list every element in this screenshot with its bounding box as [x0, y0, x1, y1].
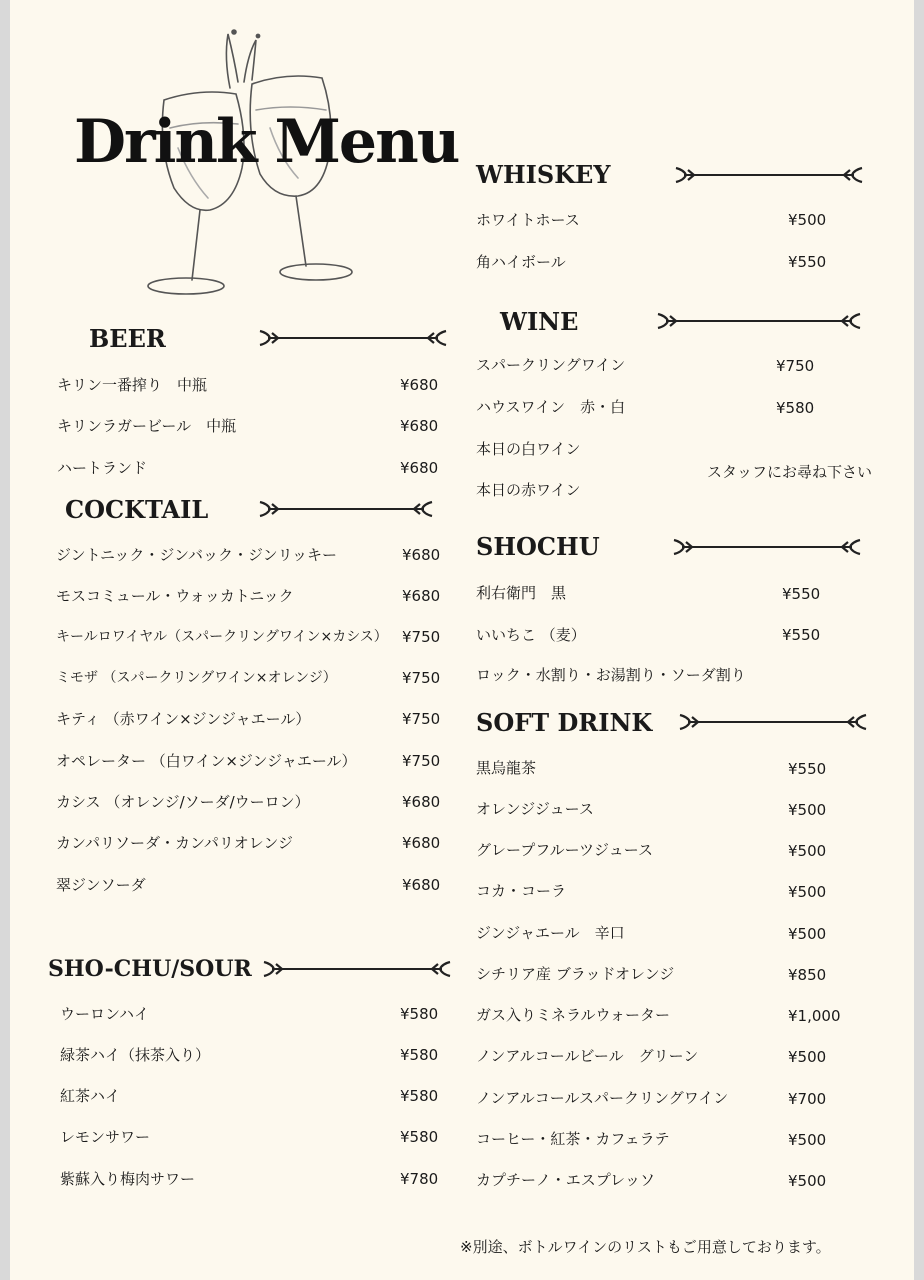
- beer-item-name: キリン一番搾り 中瓶: [57, 376, 208, 394]
- cocktail-item-price: ¥680: [402, 834, 441, 852]
- cocktail-item-name: カシス （オレンジ/ソーダ/ウーロン）: [56, 793, 310, 811]
- cocktail-item-name: カンパリソーダ・カンパリオレンジ: [56, 834, 294, 852]
- shochu-mix-note: ロック・水割り・お湯割り・ソーダ割り: [476, 666, 746, 684]
- sour-item-price: ¥580: [400, 1087, 439, 1105]
- menu-page: [10, 0, 914, 1280]
- divider-flourish-icon: [674, 164, 864, 186]
- soft-drink-item-price: ¥500: [788, 1131, 827, 1149]
- menu-title: Drink Menu: [74, 107, 459, 177]
- beer-item-price: ¥680: [400, 417, 439, 435]
- whiskey-item-price: ¥550: [788, 253, 827, 271]
- sour-item-price: ¥580: [400, 1128, 439, 1146]
- cocktail-heading: COCKTAIL: [65, 495, 209, 524]
- wine-item-price: ¥580: [776, 399, 815, 417]
- soft-drink-item-name: コカ・コーラ: [476, 882, 567, 900]
- cocktail-item-price: ¥680: [402, 587, 441, 605]
- cocktail-item-name: オペレーター （白ワイン×ジンジャエール）: [56, 752, 357, 770]
- cocktail-item-name: キールロワイヤル（スパークリングワイン×カシス）: [56, 629, 388, 645]
- beer-item-name: キリンラガービール 中瓶: [57, 417, 237, 435]
- shochu-item-name: 利右衛門 黒: [476, 584, 567, 602]
- divider-flourish-icon: [672, 536, 862, 558]
- wine-staff-note: スタッフにお尋ね下さい: [707, 463, 873, 481]
- shochu-heading: SHOCHU: [476, 532, 600, 561]
- wine-item-name: ハウスワイン 赤・白: [476, 398, 626, 416]
- wine-item-price: ¥750: [776, 357, 815, 375]
- sour-item-price: ¥780: [400, 1170, 439, 1188]
- cocktail-item-price: ¥750: [402, 752, 441, 770]
- soft-drink-item-name: コーヒー・紅茶・カフェラテ: [476, 1130, 670, 1148]
- sour-item-name: 緑茶ハイ（抹茶入り）: [60, 1046, 211, 1064]
- cocktail-item-price: ¥680: [402, 793, 441, 811]
- whiskey-item-price: ¥500: [788, 211, 827, 229]
- cocktail-item-price: ¥750: [402, 669, 441, 687]
- soft-drink-item-name: オレンジジュース: [476, 800, 594, 818]
- soft-drink-item-name: 黒烏龍茶: [476, 759, 537, 777]
- cocktail-item-price: ¥680: [402, 546, 441, 564]
- cocktail-item-name: 翠ジンソーダ: [56, 876, 146, 894]
- soft-drink-item-price: ¥500: [788, 1048, 827, 1066]
- wine-item-name: スパークリングワイン: [476, 356, 626, 374]
- cocktail-item-name: モスコミュール・ウォッカトニック: [56, 587, 294, 605]
- wine-heading: WINE: [500, 307, 579, 336]
- shochu-item-price: ¥550: [782, 626, 821, 644]
- divider-flourish-icon: [678, 711, 868, 733]
- beer-item-price: ¥680: [400, 376, 439, 394]
- soft-drink-item-price: ¥500: [788, 1172, 827, 1190]
- beer-item-name: ハートランド: [57, 459, 148, 477]
- cocktail-item-price: ¥680: [402, 876, 441, 894]
- soft-drink-item-name: ガス入りミネラルウォーター: [476, 1006, 670, 1024]
- soft-drink-item-price: ¥700: [788, 1090, 827, 1108]
- soft-drink-item-price: ¥1,000: [788, 1007, 841, 1025]
- divider-flourish-icon: [656, 310, 862, 332]
- sour-item-price: ¥580: [400, 1005, 439, 1023]
- bottle-wine-footer-note: ※別途、ボトルワインのリストもご用意しております。: [460, 1238, 831, 1256]
- divider-flourish-icon: [258, 498, 434, 520]
- soft-drink-item-price: ¥550: [788, 760, 827, 778]
- sour-item-name: 紫蘇入り梅肉サワー: [60, 1170, 196, 1188]
- soft-drink-item-price: ¥500: [788, 842, 827, 860]
- soft-drink-item-name: ノンアルコールスパークリングワイン: [476, 1089, 729, 1107]
- soft-drink-item-price: ¥500: [788, 801, 827, 819]
- wine-item-name: 本日の白ワイン: [476, 440, 581, 458]
- whiskey-item-name: 角ハイボール: [476, 253, 566, 271]
- soft-drink-item-name: グレープフルーツジュース: [476, 841, 654, 859]
- cocktail-item-price: ¥750: [402, 710, 441, 728]
- cocktail-item-price: ¥750: [402, 628, 441, 646]
- cocktail-item-name: ミモザ （スパークリングワイン×オレンジ）: [56, 670, 337, 686]
- soft-drink-item-name: シチリア産 ブラッドオレンジ: [476, 965, 675, 983]
- soft-drink-item-price: ¥850: [788, 966, 827, 984]
- sour-item-name: 紅茶ハイ: [60, 1087, 121, 1105]
- divider-flourish-icon: [262, 958, 452, 980]
- soft-drink-item-name: ジンジャエール 辛口: [476, 924, 625, 942]
- whiskey-heading: WHISKEY: [476, 160, 611, 189]
- divider-flourish-icon: [258, 327, 448, 349]
- sour-heading: SHO-CHU/SOUR: [48, 956, 252, 982]
- shochu-item-price: ¥550: [782, 585, 821, 603]
- soft-drink-item-price: ¥500: [788, 883, 827, 901]
- sour-item-price: ¥580: [400, 1046, 439, 1064]
- wine-item-name: 本日の赤ワイン: [476, 481, 581, 499]
- shochu-item-name: いいちこ （麦）: [476, 626, 586, 644]
- sour-item-name: ウーロンハイ: [60, 1005, 149, 1023]
- sour-item-name: レモンサワー: [60, 1128, 151, 1146]
- whiskey-item-name: ホワイトホース: [476, 211, 580, 229]
- soft-drink-item-name: カプチーノ・エスプレッソ: [476, 1171, 655, 1189]
- beer-item-price: ¥680: [400, 459, 439, 477]
- cocktail-item-name: ジントニック・ジンバック・ジンリッキー: [56, 546, 338, 564]
- cocktail-item-name: キティ （赤ワイン×ジンジャエール）: [56, 710, 311, 728]
- soft-drink-heading: SOFT DRINK: [476, 708, 653, 737]
- soft-drink-item-price: ¥500: [788, 925, 827, 943]
- soft-drink-item-name: ノンアルコールビール グリーン: [476, 1047, 699, 1065]
- beer-heading: BEER: [89, 324, 166, 353]
